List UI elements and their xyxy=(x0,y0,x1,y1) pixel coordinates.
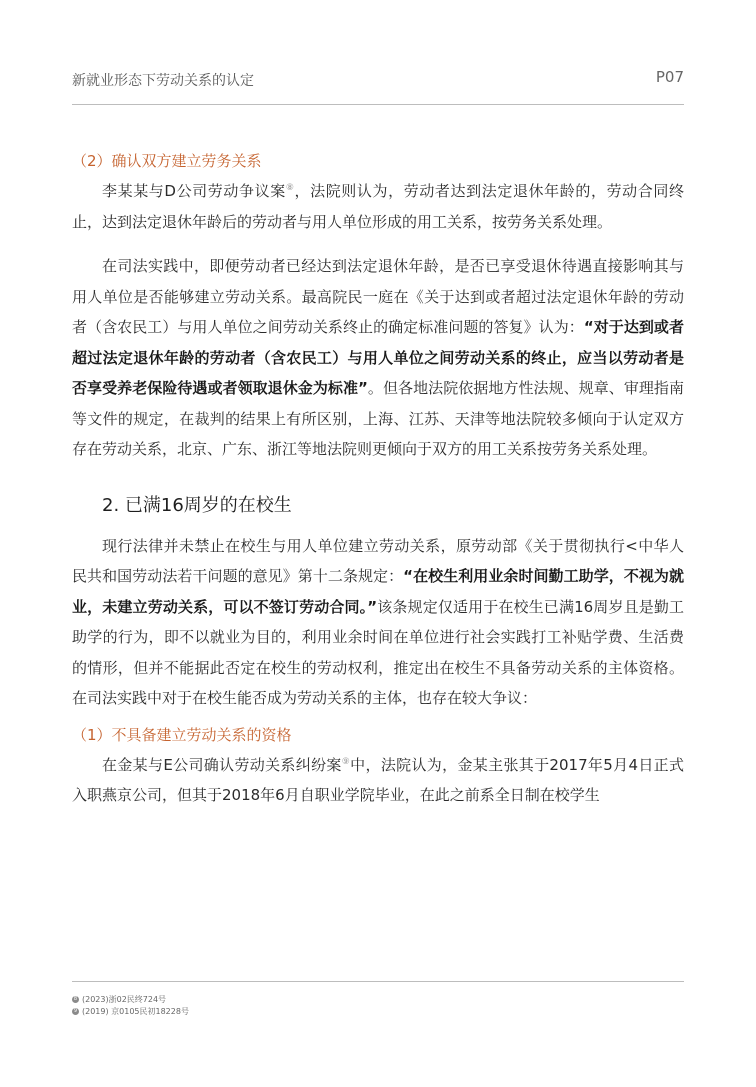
footer-divider xyxy=(72,981,684,982)
para-text: 在司法实践中，即便劳动者已经达到法定退休年龄，是否已享受退休待遇直接影响其与用人单位是否能够建立劳动关系。最高院民一庭在《关于达到或者超过法定退休年龄的劳动者（含农民工）与用人单位之间劳动关系终止的确定标准问题的答复》认为： xyxy=(72,257,684,336)
spacer xyxy=(72,237,684,251)
header-divider xyxy=(72,104,684,105)
footnote-8 xyxy=(72,994,189,1006)
para-text: 在金某与E公司确认劳动关系纠纷案 xyxy=(102,755,342,774)
footnote-text: (2023)浙02民终724号 xyxy=(82,995,167,1004)
paragraph-judicial-practice xyxy=(72,251,684,465)
footnote-text: (2019) 京0105民初18228号 xyxy=(82,1007,189,1016)
paragraph-student-labor xyxy=(72,531,684,714)
quoted-standard: “对于达到或者超过法定退休年龄的劳动者（含农民工）与用人单位之间劳动关系的终止，应当以劳动者是否享受养老保险待遇或者领取退休金为标准” xyxy=(72,318,684,397)
footnotes xyxy=(72,994,189,1018)
page-body xyxy=(72,146,684,811)
page-number: P07 xyxy=(655,68,684,86)
spacer xyxy=(72,465,684,483)
footnote-9 xyxy=(72,1006,189,1018)
subheading-not-eligible: （1）不具备建立劳动关系的资格 xyxy=(72,725,292,744)
document-title: 新就业形态下劳动关系的认定 xyxy=(72,73,254,89)
footnote-marker: 9 xyxy=(73,1008,78,1014)
footnote-ref-9: ⑨ xyxy=(341,756,351,767)
para-text: 。但各地法院依据地方性法规、规章、审理指南等文件的规定，在裁判的结果上有所区别，上海、江苏、天津等地法院较多倾向于认定双方存在劳动关系，北京、广东、浙江等地法院则更倾向于双方的用工关系按劳务关系处理。 xyxy=(72,379,684,458)
para-text: 该条规定仅适用于在校生已满16周岁且是勤工助学的行为，即不以就业为目的，利用业余时间在单位进行社会实践打工补贴学费、生活费的情形，但并不能据此否定在校生的劳动权利，推定出在校生不具备劳动关系的主体资格。在司法实践中对于在校生能否成为劳动关系的主体，也存在较大争议： xyxy=(72,597,684,707)
subheading-labor-service: （2）确认双方建立劳务关系 xyxy=(72,152,262,170)
section-heading-students: 2. 已满16周岁的在校生 xyxy=(102,494,292,516)
paragraph-case-e-company xyxy=(72,750,684,811)
quoted-article-12: “在校生利用业余时间勤工助学，不视为就业，未建立劳动关系，可以不签订劳动合同。” xyxy=(72,567,684,616)
para-text: 李某某与D公司劳动争议案 xyxy=(102,182,286,200)
para-text: ，法院则认为，劳动者达到法定退休年龄的，劳动合同终止，达到法定退休年龄后的劳动者与用人单位形成的用工关系，按劳务关系处理。 xyxy=(72,182,684,231)
para-text: 中，法院认为，金某主张其于2017年5月4日正式入职燕京公司，但其于2018年6月自职业学院毕业，在此之前系全日制在校学生 xyxy=(72,755,684,804)
footnote-ref-8: ⑧ xyxy=(285,183,295,193)
para-text: 现行法律并未禁止在校生与用人单位建立劳动关系，原劳动部《关于贯彻执行<中华人民共和国劳动法若干问题的意见》第十二条规定： xyxy=(72,536,684,585)
page-header xyxy=(72,66,684,94)
footnote-marker: 8 xyxy=(73,996,78,1002)
paragraph-case-d-company xyxy=(72,176,684,237)
